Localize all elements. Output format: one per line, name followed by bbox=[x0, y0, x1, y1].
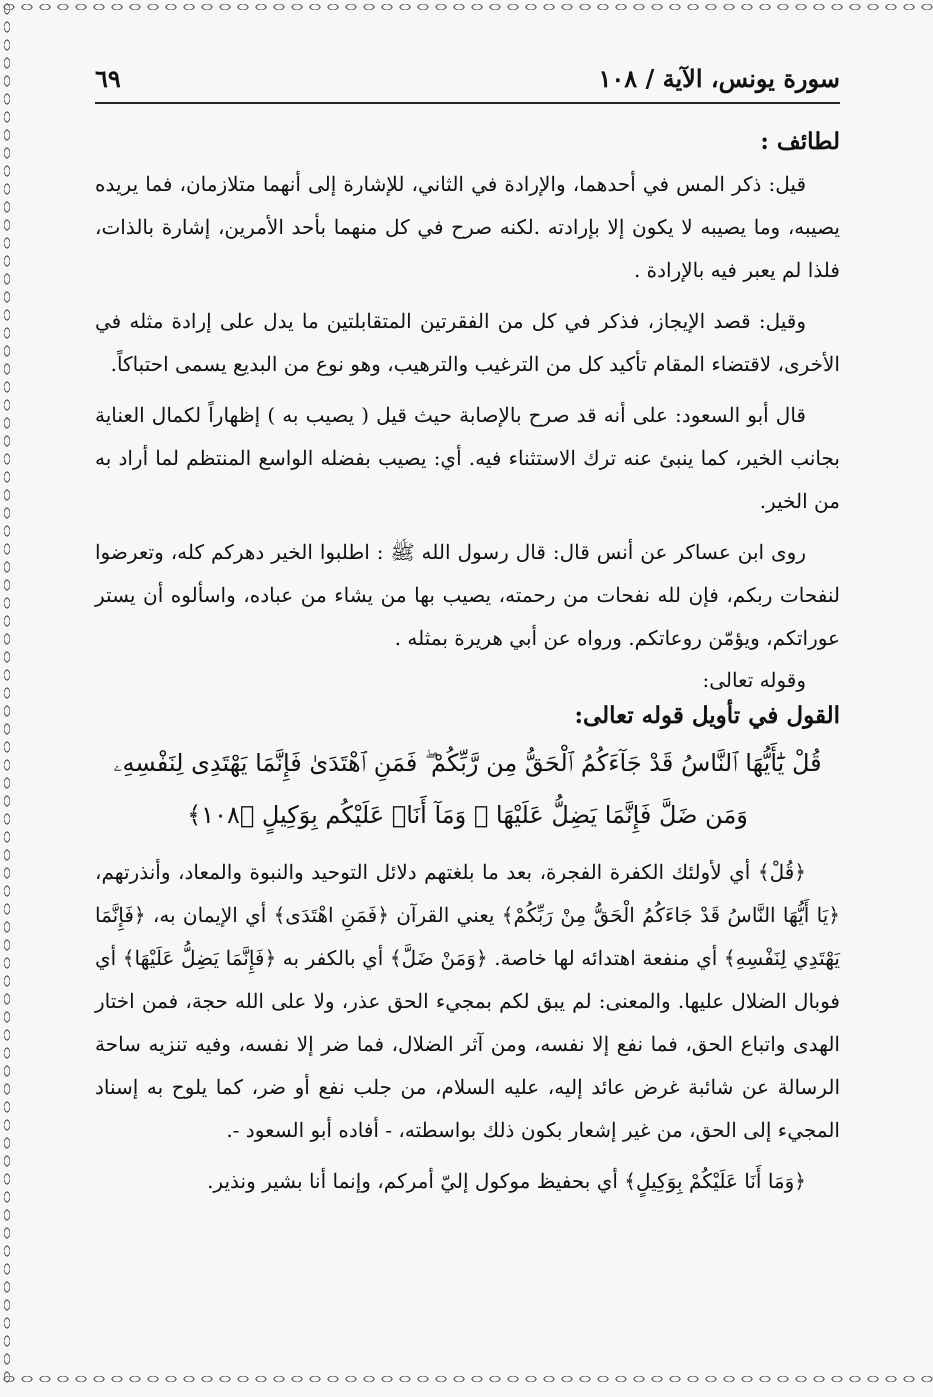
paragraph: قيل: ذكر المس في أحدهما، والإرادة في الثاني، للإشارة إلى أنهما متلازمان، فما يريده يصيبه، وما يصيبه لا يكون إلا بإرادته .لكنه صرح في كل منهما بأحد الأمرين، إشارة بالذات، فلذا لم يعبر فيه بالإرادة . bbox=[95, 172, 840, 282]
section-heading-lataif: لطائف : bbox=[760, 128, 840, 155]
book-page bbox=[95, 60, 840, 1370]
page-number: ٦٩ bbox=[95, 63, 121, 93]
tafsir-paragraph: ﴿قُلْ﴾ أي لأولئك الكفرة الفجرة، بعد ما بلغتهم دلائل التوحيد والنبوة والمعاد، وأنذرتهم، ﴿يَا أَيُّهَا النَّاسُ قَدْ جَاءَكُمُ الْحَقُّ مِنْ رَبِّكُمْ﴾ يعني القرآن ﴿فَمَنِ اهْتَدَى﴾ أي الإيمان به، ﴿فَإِنَّمَا يَهْتَدِي لِنَفْسِهِ﴾ أي منفعة اهتدائه لها خاصة. ﴿وَمَنْ ضَلَّ﴾ أي بالكفر به ﴿فَإِنَّمَا يَضِلُّ عَلَيْهَا﴾ أي فوبال الضلال عليها. والمعنى: لم يبق لكم بمجيء الحق عذر، ولا على الله حجة، فمن اختار الهدى واتباع الحق، فما نفع إلا نفسه، ومن آثر الضلال، فما ضر إلا نفسه، وفيه تنزيه ساحة الرسالة عن شائبة غرض عائد إليه، عليه السلام، من جلب نفع أو ضر، كما يلوح به إسناد المجيء إلى الحق، من غير إشعار بكون ذلك بواسطته، - أفاده أبو السعود -. bbox=[95, 860, 840, 1142]
tafsir-paragraph: ﴿وَمَا أَنَا عَلَيْكُمْ بِوَكِيلٍ﴾ أي بحفيظ موكول إليّ أمركم، وإنما أنا بشير ونذير. bbox=[207, 1169, 806, 1193]
quran-verse bbox=[95, 737, 840, 841]
paragraph: قال أبو السعود: على أنه قد صرح بالإصابة حيث قيل ( يصيب به ) إظهاراً لكمال العناية بجانب الخير، كما ينبئ عنه ترك الاستثناء فيه. أي: يصيب بفضله الواسع المنتظم لما أراد به من الخير. bbox=[95, 403, 840, 513]
page-header bbox=[95, 60, 840, 104]
verse-line: وَمَن ضَلَّ فَإِنَّمَا يَضِلُّ عَلَيْهَا ۖ وَمَآ أَنَا۠ عَلَيْكُم بِوَكِيلٍ ﴿١٠٨﴾ bbox=[187, 801, 748, 829]
running-title: سورة يونس، الآية / ١٠٨ bbox=[598, 63, 840, 93]
page-content bbox=[95, 104, 840, 1203]
ornamental-border-bottom bbox=[0, 1372, 933, 1386]
ornamental-border-left bbox=[0, 0, 14, 1386]
section-heading-tawil: القول في تأويل قوله تعالى: bbox=[574, 702, 840, 729]
paragraph: روى ابن عساكر عن أنس قال: قال رسول الله ﷺ : اطلبوا الخير دهركم كله، وتعرضوا لنفحات ربكم، فإن لله نفحات من رحمته، يصيب بها من يشاء من عباده، واسألوه أن يستر عوراتكم، ويؤمّن روعاتكم. ورواه عن أبي هريرة بمثله . bbox=[95, 540, 840, 650]
ornamental-border-top bbox=[0, 0, 933, 14]
verse-line: قُلْ يَٰٓأَيُّهَا ٱلنَّاسُ قَدْ جَآءَكُمُ ٱلْحَقُّ مِن رَّبِّكُمْ ۖ فَمَنِ ٱهْتَدَىٰ فَإِنَّمَا يَهْتَدِى لِنَفْسِهِۦ bbox=[113, 749, 822, 777]
paragraph: وقيل: قصد الإيجاز، فذكر في كل من الفقرتين المتقابلتين ما يدل على إرادة مثله في الأخرى، لاقتضاء المقام تأكيد كل من الترغيب والترهيب، وهو نوع من البديع يسمى احتباكاً. bbox=[95, 309, 840, 376]
transition-text: وقوله تعالى: bbox=[702, 668, 806, 692]
